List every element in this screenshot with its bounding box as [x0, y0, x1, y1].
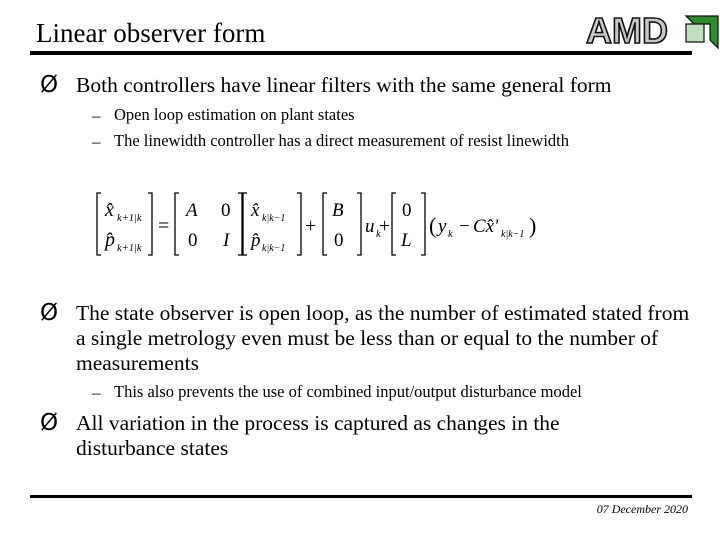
- bullet-2-subitem-1: This also prevents the use of combined input/output disturbance model: [114, 382, 582, 401]
- footer-date: 07 December 2020: [596, 502, 688, 516]
- lhs-p-sub: k+1|k: [117, 243, 142, 254]
- input-b-top: B: [332, 200, 344, 221]
- state-x-sub: k|k−1: [262, 213, 286, 224]
- footer-rule: [30, 495, 692, 498]
- innov-close-paren: ): [529, 213, 537, 238]
- innov-y-sub: k: [448, 229, 453, 240]
- dash-icon: –: [92, 132, 101, 151]
- bullet-icon: Ø: [40, 300, 59, 326]
- bullet-1-subitem-2: The linewidth controller has a direct measurement of resist linewidth: [114, 131, 569, 150]
- bullet-1-text: Both controllers have linear filters with the same general form: [76, 73, 612, 97]
- amd-arrow-icon: [686, 16, 718, 48]
- slide-title: Linear observer form: [36, 18, 266, 48]
- lhs-p-hat: p̂: [105, 229, 115, 251]
- innov-cx: Cx̂': [473, 216, 499, 237]
- plus-sign: +: [379, 215, 391, 237]
- bullet-2-text: The state observer is open loop, as the number of estimated stated from a single metrology even must be less than or equal to the number of measurements: [76, 301, 690, 375]
- matrix-a-11: A: [186, 200, 198, 221]
- innov-cx-sub: k|k−1: [501, 229, 525, 240]
- bullet-3-text: All variation in the process is captured as changes in the disturbance states: [76, 411, 560, 460]
- observer-equation: [95, 190, 545, 258]
- gain-top: 0: [402, 200, 412, 221]
- bullet-1-subitem-1: Open loop estimation on plant states: [114, 105, 355, 124]
- amd-logo: [582, 10, 720, 54]
- state-p-sub: k|k−1: [262, 243, 286, 254]
- state-p-hat: p̂: [251, 230, 261, 251]
- state-x-hat: x̂: [251, 200, 260, 221]
- matrix-a-12: 0: [221, 200, 231, 221]
- plus-sign: +: [305, 215, 317, 237]
- innov-open-paren: (: [429, 213, 437, 238]
- amd-logo-text: AMD: [586, 10, 668, 51]
- matrix-a-21: 0: [188, 230, 198, 251]
- equals-sign: =: [158, 215, 170, 237]
- input-u: u: [365, 216, 375, 237]
- matrix-a-22: I: [223, 230, 230, 251]
- input-u-sub: k: [376, 229, 381, 240]
- innov-y: y: [438, 216, 447, 237]
- gain-bottom: L: [401, 230, 412, 251]
- innov-minus: −: [459, 216, 470, 237]
- lhs-x-sub: k+1|k: [117, 213, 142, 224]
- dash-icon: –: [92, 106, 101, 125]
- title-rule: [30, 51, 692, 55]
- dash-icon: –: [92, 383, 101, 402]
- bullet-icon: Ø: [40, 410, 59, 436]
- input-b-bottom: 0: [334, 230, 344, 251]
- lhs-x-hat: x̂: [105, 199, 114, 221]
- bullet-icon: Ø: [40, 72, 59, 98]
